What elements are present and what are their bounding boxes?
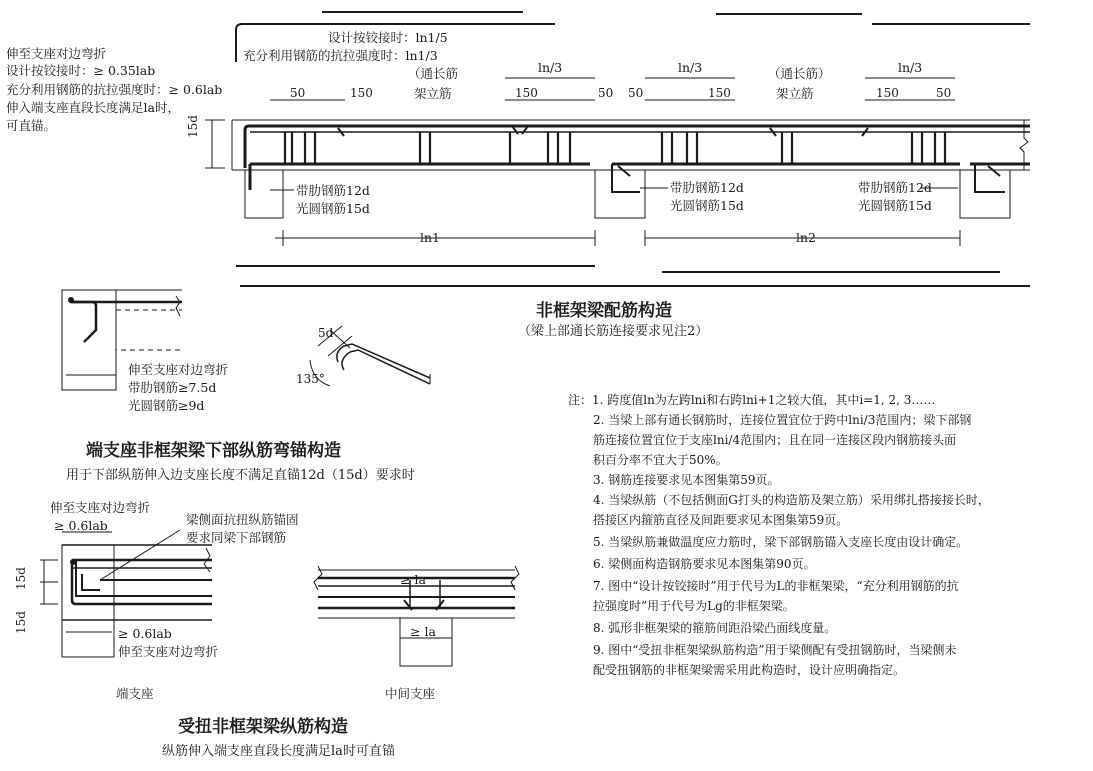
end-support-label-2: 带肋钢筋≥7.5d bbox=[128, 380, 217, 395]
ribbed-bar-label-2: 带肋钢筋12d bbox=[670, 180, 744, 195]
dim-150-a: 150 bbox=[350, 86, 373, 100]
torsion-top-label-1: 伸至支座对边弯折 bbox=[50, 500, 151, 515]
hook-135-label: 135° bbox=[296, 372, 325, 386]
hinged-note: 设计按铰接时：ln1/5 bbox=[328, 30, 448, 45]
top-left-note-3: 充分利用钢筋的抗拉强度时：≥ 0.6lab bbox=[6, 82, 223, 97]
note-4: 4. 当梁纵筋（不包括侧面G打头的构造筋及架立筋）采用绑扎搭接接长时， bbox=[593, 493, 990, 507]
span-label-1: ln1 bbox=[420, 230, 441, 245]
torsion-la-bottom: ≥ la bbox=[410, 624, 436, 639]
torsion-top-label-2: ≥ 0.6lab bbox=[54, 518, 108, 533]
note-9-cont: 配受扭钢筋的非框架梁需采用此构造时，设计应明确指定。 bbox=[593, 663, 906, 677]
ribbed-bar-label-3: 带肋钢筋12d bbox=[858, 180, 932, 195]
note-8: 8. 弧形非框架梁的箍筋间距沿梁凸面线度量。 bbox=[593, 621, 837, 635]
torsion-mid-label: 中间支座 bbox=[385, 686, 436, 701]
dim-150-d: 150 bbox=[876, 86, 899, 100]
ln-third-label-1: ln/3 bbox=[538, 60, 563, 75]
note-2: 2. 当梁上部有通长钢筋时，连接位置宜位于跨中lni/3范围内；梁下部钢 bbox=[593, 413, 972, 427]
hook-5d-label: 5d bbox=[318, 326, 334, 340]
plain-bar-label-2: 光圆钢筋15d bbox=[670, 198, 744, 213]
note-6: 6. 梁侧面构造钢筋要求见本图集第90页。 bbox=[593, 557, 816, 571]
dim-150-b: 150 bbox=[515, 86, 538, 100]
dim-50-c: 50 bbox=[628, 86, 644, 100]
torsion-15d-a: 15d bbox=[14, 567, 28, 590]
erection-bar-label-2: 架立筋 bbox=[776, 86, 814, 101]
dim-15d-main: 15d bbox=[186, 115, 200, 138]
through-bar-label-1: （通长筋 bbox=[408, 66, 459, 81]
note-9: 9. 图中“受扭非框架梁纵筋构造”用于梁侧配有受扭钢筋时，当梁侧未 bbox=[593, 643, 957, 657]
torsion-subtitle: 纵筋伸入端支座直段长度满足la时可直锚 bbox=[162, 744, 395, 759]
end-support-title: 端支座非框架梁下部纵筋弯锚构造 bbox=[86, 441, 341, 461]
erection-bar-label-1: 架立筋 bbox=[414, 86, 452, 101]
top-left-note-5: 可直锚。 bbox=[6, 118, 57, 133]
plain-bar-label-3: 光圆钢筋15d bbox=[858, 198, 932, 213]
main-subtitle: （梁上部通长筋连接要求见注2） bbox=[518, 324, 709, 339]
top-left-note-1: 伸至支座对边弯折 bbox=[6, 46, 107, 61]
torsion-bottom-label-1: ≥ 0.6lab bbox=[118, 626, 172, 641]
note-7: 7. 图中“设计按铰接时”用于代号为L的非框架梁，“充分利用钢筋的抗 bbox=[593, 579, 959, 593]
dim-50-b: 50 bbox=[598, 86, 614, 100]
end-support-label-3: 光圆钢筋≥9d bbox=[128, 398, 205, 413]
torsion-side-label-2: 要求同梁下部钢筋 bbox=[186, 530, 287, 545]
torsion-title: 受扭非框架梁纵筋构造 bbox=[178, 717, 348, 737]
through-bar-label-2: （通长筋） bbox=[768, 66, 831, 81]
note-4-cont: 搭接区内箍筋直径及间距要求见本图集第59页。 bbox=[593, 513, 849, 527]
note-2-cont: 筋连接位置宜位于支座lni/4范围内；且在同一连接区段内钢筋接头面 bbox=[593, 433, 957, 447]
dim-50-a: 50 bbox=[290, 86, 306, 100]
note-7-cont: 拉强度时”用于代号为Lg的非框架梁。 bbox=[593, 599, 795, 613]
torsion-15d-b: 15d bbox=[14, 611, 28, 634]
note-3: 3. 钢筋连接要求见本图集第59页。 bbox=[593, 473, 780, 487]
end-support-label-1: 伸至支座对边弯折 bbox=[128, 362, 229, 377]
torsion-end-label: 端支座 bbox=[116, 686, 154, 701]
end-support-subtitle: 用于下部纵筋伸入边支座长度不满足直锚12d（15d）要求时 bbox=[66, 468, 415, 483]
top-left-note-4: 伸入端支座直段长度满足la时， bbox=[6, 100, 180, 115]
note-2-cont2: 积百分率不宜大于50%。 bbox=[593, 453, 728, 467]
torsion-la-top: ≥ la bbox=[400, 572, 426, 587]
main-title: 非框架梁配筋构造 bbox=[536, 301, 672, 321]
ribbed-bar-label-1: 带肋钢筋12d bbox=[296, 183, 370, 198]
span-label-2: ln2 bbox=[796, 230, 817, 245]
ln-third-label-2: ln/3 bbox=[678, 60, 703, 75]
torsion-side-label-1: 梁侧面抗扭纵筋锚固 bbox=[186, 512, 299, 527]
note-1: 注：1. 跨度值ln为左跨lni和右跨lni+1之较大值，其中i=1, 2, 3…… bbox=[568, 393, 936, 407]
dim-150-c: 150 bbox=[708, 86, 731, 100]
ln-third-label-3: ln/3 bbox=[898, 60, 923, 75]
note-5: 5. 当梁纵筋兼做温度应力筋时，梁下部钢筋锚入支座长度由设计确定。 bbox=[593, 535, 969, 549]
torsion-bottom-label-2: 伸至支座对边弯折 bbox=[118, 644, 219, 659]
top-left-note-2: 设计按铰接时：≥ 0.35lab bbox=[6, 63, 156, 78]
full-strength-note: 充分利用钢筋的抗拉强度时：ln1/3 bbox=[243, 48, 438, 63]
plain-bar-label-1: 光圆钢筋15d bbox=[296, 201, 370, 216]
dim-50-d: 50 bbox=[936, 86, 952, 100]
